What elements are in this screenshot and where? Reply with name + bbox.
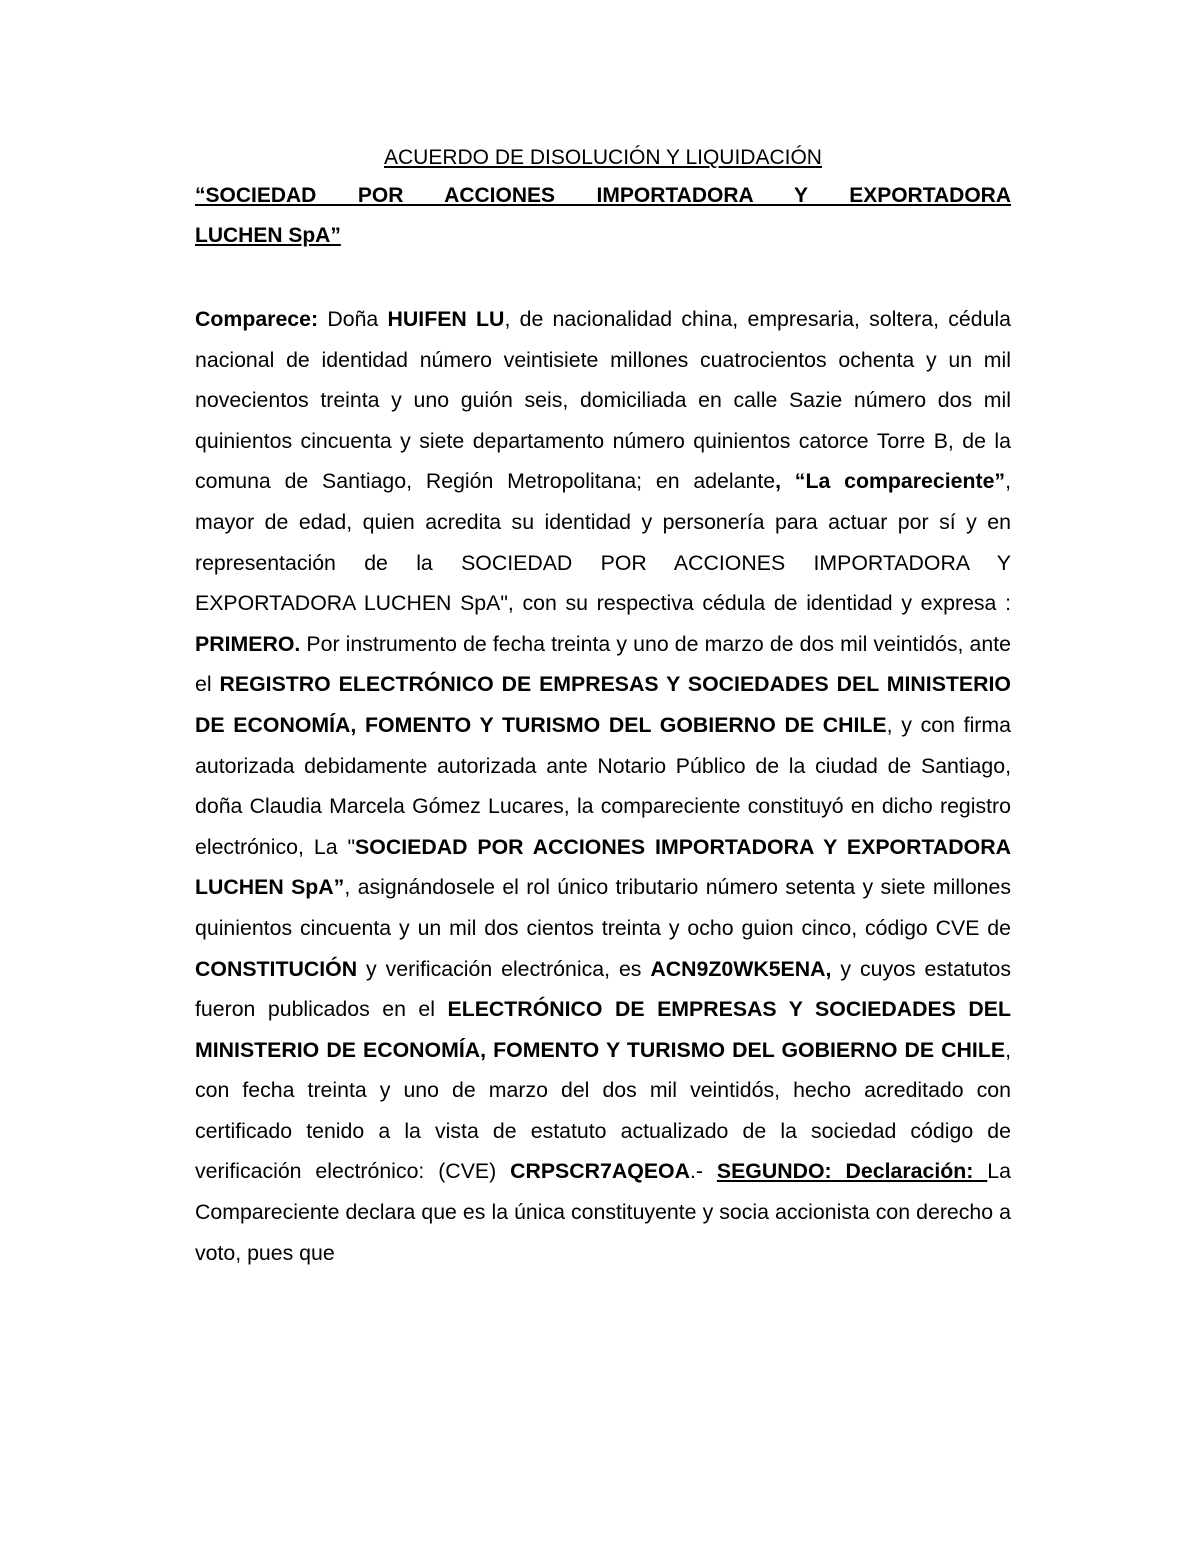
document-title-text: ACUERDO DE DISOLUCIÓN Y LIQUIDACIÓN xyxy=(384,146,822,169)
document-title xyxy=(195,140,1011,176)
company-name-line-2: LUCHEN SpA” xyxy=(195,224,341,247)
document-content xyxy=(195,140,1011,1273)
comparece-label: Comparece: xyxy=(195,307,319,331)
body-text-segment: Por instrumento de fecha treinta y uno de marzo de dos mil veintidós, ante el xyxy=(195,631,1011,697)
company-name-inline: SOCIEDAD POR ACCIONES IMPORTADORA Y EXPORTADORA LUCHEN SpA” xyxy=(195,834,1011,900)
company-name-line-1: “SOCIEDAD POR ACCIONES IMPORTADORA Y EXPORTADORA xyxy=(195,184,1011,207)
appearing-party-name: HUIFEN LU xyxy=(387,307,505,331)
body-text-segment: , de nacionalidad china, empresaria, soltera, cédula nacional de identidad número veintisiete millones cuatrocientos ochenta y un mil novecientos treinta y uno guión seis, domiciliada en calle Sazie número dos mil quinientos cincuenta y siete departamento número quinientos catorce Torre B, de la comuna de Santiago, Región Metropolitana; en adelante xyxy=(195,307,1012,494)
cve-code-statute: CRPSCR7AQEOA xyxy=(510,1159,690,1184)
la-compareciente-term: , “La compareciente” xyxy=(775,469,1006,494)
body-text-segment: y cuyos estatutos fueron publicados en el xyxy=(195,956,1011,1022)
body-text-segment: La Compareciente declara que es la única constituyente y socia accionista con derecho a voto, pues que xyxy=(195,1159,1011,1265)
body-text-segment: , y con firma autorizada debidamente autorizada ante Notario Público de la ciudad de Santiago, doña Claudia Marcela Gómez Lucares, la compareciente constituyó en dicho registro electrónico, La " xyxy=(195,712,1011,859)
registry-name-2: ELECTRÓNICO DE EMPRESAS Y SOCIEDADES DEL MINISTERIO DE ECONOMÍA, FOMENTO Y TURISMO DEL GOBIERNO DE CHILE xyxy=(195,997,1011,1062)
company-name-heading xyxy=(195,176,1011,256)
body-text-segment: y verificación electrónica, es xyxy=(357,956,651,981)
body-text-segment: , con fecha treinta y uno de marzo del dos mil veintidós, hecho acreditado con certificado tenido a la vista de estatuto actualizado de la sociedad código de verificación electrónico: (CVE) xyxy=(195,1037,1011,1184)
body-paragraph xyxy=(195,299,1011,1273)
registry-name: REGISTRO ELECTRÓNICO DE EMPRESAS Y SOCIEDADES DEL MINISTERIO DE ECONOMÍA, FOMENTO Y TURISMO DEL GOBIERNO DE CHILE xyxy=(195,672,1011,737)
cve-code-constitution: ACN9Z0WK5ENA, xyxy=(650,956,832,981)
body-text-segment: , mayor de edad, quien acredita su identidad y personería para actuar por sí y en representación de la SOCIEDAD POR ACCIONES IMPORTADORA Y EXPORTADORA LUCHEN SpA", con su respectiva cédula de identidad y expresa : xyxy=(195,469,1012,616)
body-text-segment: , asignándosele el rol único tributario número setenta y siete millones quinientos cincuenta y un mil dos cientos treinta y ocho guion cinco, código CVE de xyxy=(195,875,1011,940)
primero-clause-label: PRIMERO. xyxy=(195,631,301,656)
segundo-clause-label: SEGUNDO: Declaración: xyxy=(716,1159,988,1184)
constitucion-term: CONSTITUCIÓN xyxy=(195,956,358,981)
body-text-segment: .- xyxy=(689,1159,717,1184)
body-text-segment: Doña xyxy=(318,307,388,331)
